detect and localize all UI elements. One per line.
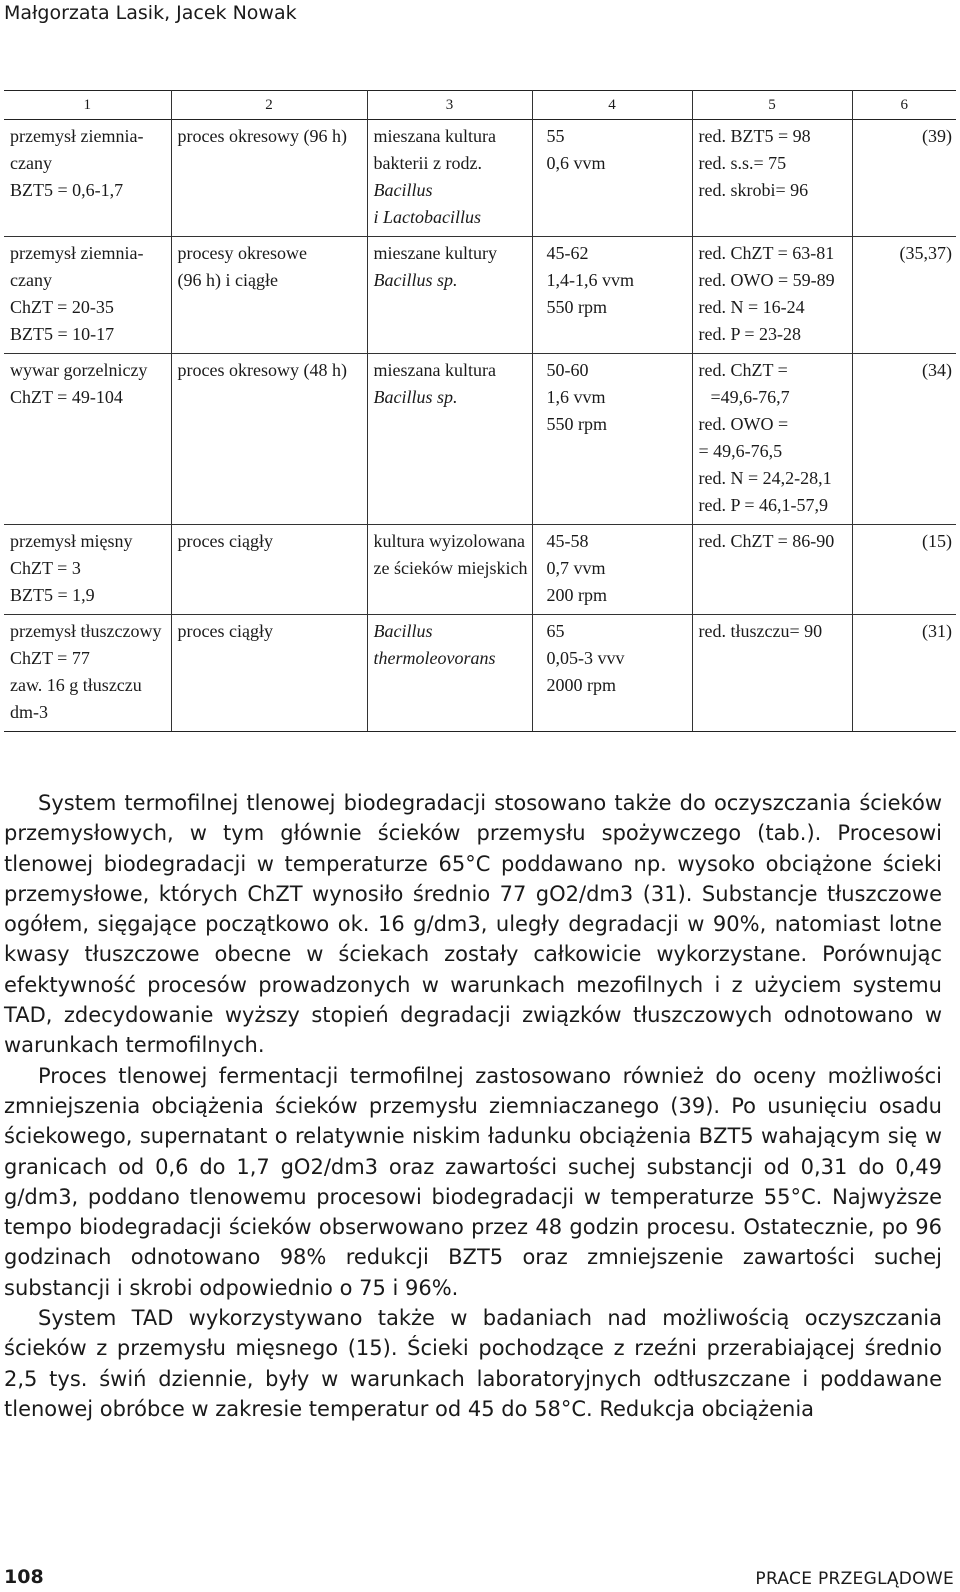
- cell-line: red. BZT5 = 98: [698, 126, 811, 146]
- table-row: [4, 615, 956, 732]
- table-cell: [692, 354, 852, 525]
- cell-line: proces okresowy (96 h): [177, 126, 347, 146]
- cell-line: mieszana kultura: [373, 126, 496, 146]
- cell-line: Bacillus: [373, 180, 433, 200]
- cell-line: ChZT = 77: [10, 648, 90, 668]
- column-header: 5: [692, 91, 852, 120]
- cell-line: red. P = 23-28: [698, 324, 801, 344]
- table-cell: [532, 354, 692, 525]
- cell-line: 50-60: [546, 360, 589, 380]
- table-cell: (31): [852, 615, 956, 732]
- table-cell: [171, 615, 367, 732]
- cell-line: proces ciągły: [177, 621, 273, 641]
- cell-line: red. ChZT = 86-90: [698, 531, 835, 551]
- cell-line: 0,6 vvm: [546, 153, 606, 173]
- cell-line: procesy okresowe: [177, 243, 307, 263]
- body-text: [4, 788, 942, 1424]
- cell-line: (96 h) i ciągłe: [177, 270, 278, 290]
- table-cell: [367, 237, 532, 354]
- table-cell: [4, 120, 171, 237]
- cell-line: czany: [10, 270, 52, 290]
- cell-line: ChZT = 20-35: [10, 297, 114, 317]
- cell-line: = 49,6-76,5: [698, 441, 783, 461]
- column-header: 3: [367, 91, 532, 120]
- cell-line: Bacillus sp.: [373, 387, 458, 407]
- data-table: [4, 90, 956, 732]
- table-cell: [4, 354, 171, 525]
- table-row: [4, 120, 956, 237]
- table-cell: (35,37): [852, 237, 956, 354]
- cell-line: 65: [546, 621, 565, 641]
- running-header: Małgorzata Lasik, Jacek Nowak: [4, 2, 297, 24]
- cell-line: 45-62: [546, 243, 589, 263]
- cell-line: red. ChZT = 63-81: [698, 243, 835, 263]
- table-cell: (15): [852, 525, 956, 615]
- table-cell: [692, 615, 852, 732]
- table-cell: [532, 615, 692, 732]
- cell-line: 0,7 vvm: [546, 558, 606, 578]
- cell-line: red. s.s.= 75: [698, 153, 787, 173]
- table-cell: [532, 525, 692, 615]
- cell-line: red. N = 24,2-28,1: [698, 468, 832, 488]
- table-cell: (39): [852, 120, 956, 237]
- cell-line: BZT5 = 0,6-1,7: [10, 180, 124, 200]
- cell-line: thermoleovorans: [373, 648, 496, 668]
- column-header: 1: [83, 96, 91, 113]
- cell-line: wywar gorzelniczy: [10, 360, 148, 380]
- journal-name: PRACE PRZEGLĄDOWE: [755, 1569, 954, 1589]
- table-cell: [367, 354, 532, 525]
- paragraph: System termofilnej tlenowej biodegradacji stosowano także do oczyszczania ścieków przemysłowych, w tym głównie ścieków przemysłu spożywczego (tab.). Procesowi tlenowej biodegradacji w temperaturze 65°C poddawano np. wysoko obciążone ścieki przemysłowe, których ChZT wynosiło średnio 77 gO2/dm3 (31). Substancje tłuszczowe ogółem, sięgające początkowo ok. 16 g/dm3, uległy degradacji w 90%, natomiast lotne kwasy tłuszczowe obecne w ściekach zostały całkowicie wykorzystane. Porównując efektywność procesów prowadzonych w warunkach mezofilnych i z użyciem systemu TAD, zdecydowanie wyższy stopień degradacji związków tłuszczowych odnotowano w warunkach termofilnych.: [4, 791, 942, 1058]
- table-header-row: [4, 91, 956, 120]
- cell-line: ze ścieków miejskich: [373, 558, 528, 578]
- table-cell: [171, 237, 367, 354]
- table-cell: [367, 615, 532, 732]
- cell-line: 55: [546, 126, 565, 146]
- cell-line: 45-58: [546, 531, 589, 551]
- cell-line: przemysł mięsny: [10, 531, 133, 551]
- cell-line: ChZT = 49-104: [10, 387, 123, 407]
- cell-line: przemysł ziemnia-: [10, 126, 144, 146]
- table-cell: [532, 120, 692, 237]
- table-cell: [4, 525, 171, 615]
- cell-line: 0,05-3 vvv: [546, 648, 625, 668]
- cell-line: Bacillus sp.: [373, 270, 458, 290]
- cell-line: red. skrobi= 96: [698, 180, 809, 200]
- cell-line: 550 rpm: [546, 297, 607, 317]
- table-cell: [171, 525, 367, 615]
- cell-line: czany: [10, 153, 52, 173]
- table-cell: (34): [852, 354, 956, 525]
- cell-line: kultura wyizolowana: [373, 531, 525, 551]
- table-cell: [171, 120, 367, 237]
- cell-line: 1,6 vvm: [546, 387, 606, 407]
- table-cell: [692, 120, 852, 237]
- cell-line: zaw. 16 g tłuszczu: [10, 675, 142, 695]
- table-cell: [4, 615, 171, 732]
- cell-line: ChZT = 3: [10, 558, 81, 578]
- page-number: 108: [4, 1566, 44, 1588]
- cell-line: bakterii z rodz.: [373, 153, 482, 173]
- table-row: [4, 237, 956, 354]
- table-cell: [171, 354, 367, 525]
- table-cell: [367, 120, 532, 237]
- cell-line: mieszana kultura: [373, 360, 496, 380]
- table-cell: [4, 237, 171, 354]
- cell-line: 2000 rpm: [546, 675, 616, 695]
- cell-line: przemysł ziemnia-: [10, 243, 144, 263]
- cell-line: i Lactobacillus: [373, 207, 481, 227]
- column-header: 6: [852, 91, 956, 120]
- cell-line: =49,6-76,7: [710, 387, 790, 407]
- paragraph: System TAD wykorzystywano także w badaniach nad możliwością oczyszczania ścieków z przemysłu mięsnego (15). Ścieki pochodzące z rzeźni przerabiającej średnio 2,5 tys. świń dziennie, były w warunkach laboratoryjnych odtłuszczane i poddawane tlenowej obróbce w zakresie temperatur od 45 do 58°C. Redukcja obciążenia: [4, 1306, 942, 1421]
- cell-line: 550 rpm: [546, 414, 607, 434]
- cell-line: BZT5 = 10-17: [10, 324, 115, 344]
- cell-line: proces ciągły: [177, 531, 273, 551]
- table-row: [4, 354, 956, 525]
- cell-line: przemysł tłuszczowy: [10, 621, 162, 641]
- cell-line: red. OWO =: [698, 414, 789, 434]
- cell-line: red. N = 16-24: [698, 297, 805, 317]
- cell-line: red. P = 46,1-57,9: [698, 495, 828, 515]
- cell-line: red. ChZT =: [698, 360, 788, 380]
- table-cell: [367, 525, 532, 615]
- cell-line: proces okresowy (48 h): [177, 360, 347, 380]
- cell-line: Bacillus: [373, 621, 433, 641]
- table-cell: [692, 237, 852, 354]
- column-header: 2: [171, 91, 367, 120]
- cell-line: red. OWO = 59-89: [698, 270, 835, 290]
- cell-line: mieszane kultury: [373, 243, 497, 263]
- cell-line: 1,4-1,6 vvm: [546, 270, 634, 290]
- cell-line: dm-3: [10, 702, 48, 722]
- cell-line: red. tłuszczu= 90: [698, 621, 823, 641]
- table-row: [4, 525, 956, 615]
- column-header: 4: [532, 91, 692, 120]
- cell-line: 200 rpm: [546, 585, 607, 605]
- cell-line: BZT5 = 1,9: [10, 585, 95, 605]
- table-cell: [692, 525, 852, 615]
- table-cell: [532, 237, 692, 354]
- paragraph: Proces tlenowej fermentacji termofilnej zastosowano również do oceny możliwości zmniejszenia obciążenia ścieków przemysłu ziemniaczanego (39). Po usunięciu osadu ściekowego, supernatant o relatywnie niskim ładunku obciążenia BZT5 wahającym się w granicach od 0,6 do 1,7 gO2/dm3 oraz zawartości suchej substancji od 0,31 do 0,49 g/dm3, poddano tlenowemu procesowi biodegradacji w temperaturze 55°C. Najwyższe tempo biodegradacji ścieków obserwowano przez 48 godzin procesu. Ostatecznie, po 96 godzinach odnotowano 98% redukcji BZT5 oraz zmniejszenie zawartości suchej substancji i skrobi odpowiednio o 75 i 96%.: [4, 1063, 942, 1300]
